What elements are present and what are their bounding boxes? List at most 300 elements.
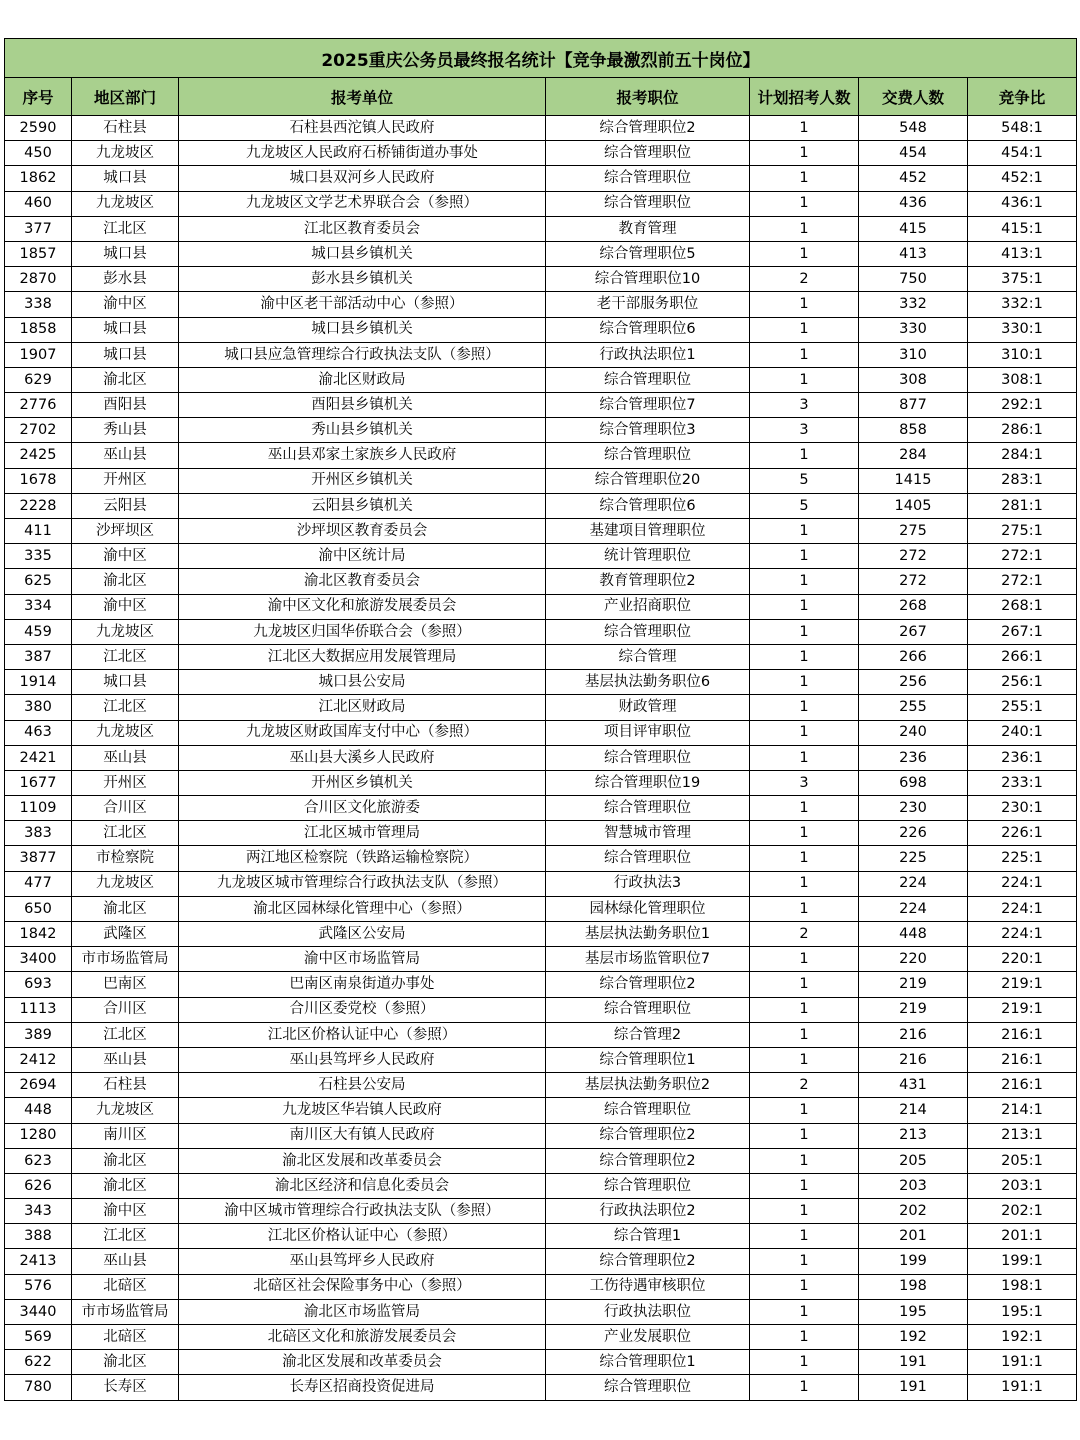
cell-seq: 388 <box>5 1224 72 1249</box>
cell-paid: 272 <box>859 569 968 594</box>
cell-position: 园林绿化管理职位 <box>546 896 750 921</box>
cell-paid: 226 <box>859 821 968 846</box>
cell-planned: 3 <box>750 393 859 418</box>
cell-paid: 214 <box>859 1098 968 1123</box>
cell-paid: 310 <box>859 342 968 367</box>
cell-seq: 1907 <box>5 342 72 367</box>
cell-seq: 576 <box>5 1274 72 1299</box>
cell-planned: 1 <box>750 947 859 972</box>
cell-ratio: 191:1 <box>968 1350 1077 1375</box>
column-header-row <box>5 78 1077 116</box>
cell-planned: 1 <box>750 569 859 594</box>
cell-seq: 1857 <box>5 241 72 266</box>
cell-seq: 2413 <box>5 1249 72 1274</box>
cell-seq: 2228 <box>5 493 72 518</box>
cell-region: 城口县 <box>72 317 179 342</box>
cell-paid: 308 <box>859 367 968 392</box>
cell-position: 综合管理职位 <box>546 1375 750 1400</box>
cell-unit: 渝北区教育委员会 <box>179 569 546 594</box>
cell-paid: 413 <box>859 241 968 266</box>
cell-seq: 2590 <box>5 116 72 141</box>
cell-position: 综合管理职位2 <box>546 1123 750 1148</box>
cell-planned: 1 <box>750 745 859 770</box>
cell-region: 石柱县 <box>72 1073 179 1098</box>
cell-unit: 石柱县公安局 <box>179 1073 546 1098</box>
table-row <box>5 871 1077 896</box>
cell-paid: 219 <box>859 972 968 997</box>
cell-region: 渝北区 <box>72 1350 179 1375</box>
cell-region: 酉阳县 <box>72 393 179 418</box>
cell-planned: 1 <box>750 1350 859 1375</box>
table-row <box>5 1173 1077 1198</box>
table-row <box>5 317 1077 342</box>
cell-unit: 南川区大有镇人民政府 <box>179 1123 546 1148</box>
table-row <box>5 1098 1077 1123</box>
cell-seq: 377 <box>5 216 72 241</box>
cell-position: 产业招商职位 <box>546 594 750 619</box>
cell-unit: 渝中区统计局 <box>179 544 546 569</box>
cell-ratio: 292:1 <box>968 393 1077 418</box>
cell-paid: 332 <box>859 292 968 317</box>
cell-ratio: 191:1 <box>968 1375 1077 1400</box>
table-row <box>5 519 1077 544</box>
cell-unit: 彭水县乡镇机关 <box>179 267 546 292</box>
cell-unit: 江北区财政局 <box>179 695 546 720</box>
cell-planned: 3 <box>750 418 859 443</box>
cell-planned: 1 <box>750 1123 859 1148</box>
cell-unit: 云阳县乡镇机关 <box>179 493 546 518</box>
cell-seq: 380 <box>5 695 72 720</box>
cell-planned: 1 <box>750 342 859 367</box>
cell-ratio: 236:1 <box>968 745 1077 770</box>
table-row <box>5 1299 1077 1324</box>
cell-region: 城口县 <box>72 342 179 367</box>
column-header-paid: 交费人数 <box>859 78 968 116</box>
cell-planned: 3 <box>750 770 859 795</box>
cell-unit: 巫山县邓家土家族乡人民政府 <box>179 443 546 468</box>
cell-seq: 334 <box>5 594 72 619</box>
cell-paid: 275 <box>859 519 968 544</box>
cell-unit: 渝中区老干部活动中心（参照） <box>179 292 546 317</box>
table-row <box>5 141 1077 166</box>
cell-seq: 383 <box>5 821 72 846</box>
cell-unit: 城口县乡镇机关 <box>179 241 546 266</box>
cell-position: 综合管理职位2 <box>546 1148 750 1173</box>
cell-ratio: 267:1 <box>968 619 1077 644</box>
cell-unit: 巫山县笃坪乡人民政府 <box>179 1047 546 1072</box>
cell-seq: 1113 <box>5 997 72 1022</box>
cell-position: 综合管理职位10 <box>546 267 750 292</box>
cell-unit: 两江地区检察院（铁路运输检察院） <box>179 846 546 871</box>
table-row <box>5 493 1077 518</box>
cell-region: 石柱县 <box>72 116 179 141</box>
cell-unit: 城口县应急管理综合行政执法支队（参照） <box>179 342 546 367</box>
cell-planned: 1 <box>750 594 859 619</box>
cell-position: 产业发展职位 <box>546 1325 750 1350</box>
table-row <box>5 1325 1077 1350</box>
cell-planned: 1 <box>750 1022 859 1047</box>
cell-unit: 开州区乡镇机关 <box>179 770 546 795</box>
cell-ratio: 255:1 <box>968 695 1077 720</box>
cell-seq: 2412 <box>5 1047 72 1072</box>
cell-unit: 江北区教育委员会 <box>179 216 546 241</box>
cell-seq: 2776 <box>5 393 72 418</box>
cell-region: 合川区 <box>72 796 179 821</box>
cell-seq: 338 <box>5 292 72 317</box>
cell-planned: 1 <box>750 166 859 191</box>
cell-planned: 1 <box>750 1098 859 1123</box>
cell-position: 综合管理职位 <box>546 191 750 216</box>
cell-seq: 2702 <box>5 418 72 443</box>
cell-region: 城口县 <box>72 241 179 266</box>
table-row <box>5 619 1077 644</box>
cell-region: 渝中区 <box>72 544 179 569</box>
cell-planned: 1 <box>750 1299 859 1324</box>
table-row <box>5 1022 1077 1047</box>
cell-position: 综合管理职位 <box>546 745 750 770</box>
cell-position: 综合管理1 <box>546 1224 750 1249</box>
cell-unit: 渝北区财政局 <box>179 367 546 392</box>
cell-seq: 3877 <box>5 846 72 871</box>
cell-position: 教育管理 <box>546 216 750 241</box>
cell-paid: 1415 <box>859 468 968 493</box>
cell-unit: 合川区文化旅游委 <box>179 796 546 821</box>
cell-ratio: 202:1 <box>968 1199 1077 1224</box>
cell-paid: 202 <box>859 1199 968 1224</box>
cell-region: 市检察院 <box>72 846 179 871</box>
cell-region: 渝北区 <box>72 1173 179 1198</box>
cell-region: 长寿区 <box>72 1375 179 1400</box>
cell-unit: 石柱县西沱镇人民政府 <box>179 116 546 141</box>
column-header-seq: 序号 <box>5 78 72 116</box>
cell-position: 基层执法勤务职位2 <box>546 1073 750 1098</box>
cell-position: 综合管理职位19 <box>546 770 750 795</box>
cell-unit: 长寿区招商投资促进局 <box>179 1375 546 1400</box>
cell-unit: 九龙坡区华岩镇人民政府 <box>179 1098 546 1123</box>
cell-planned: 1 <box>750 191 859 216</box>
cell-ratio: 201:1 <box>968 1224 1077 1249</box>
cell-ratio: 226:1 <box>968 821 1077 846</box>
cell-position: 教育管理职位2 <box>546 569 750 594</box>
table-row <box>5 166 1077 191</box>
cell-unit: 渝北区发展和改革委员会 <box>179 1148 546 1173</box>
cell-planned: 1 <box>750 670 859 695</box>
cell-seq: 335 <box>5 544 72 569</box>
cell-ratio: 436:1 <box>968 191 1077 216</box>
cell-unit: 北碚区社会保险事务中心（参照） <box>179 1274 546 1299</box>
cell-seq: 693 <box>5 972 72 997</box>
table-row <box>5 1350 1077 1375</box>
cell-ratio: 268:1 <box>968 594 1077 619</box>
cell-ratio: 219:1 <box>968 997 1077 1022</box>
cell-region: 江北区 <box>72 1224 179 1249</box>
cell-seq: 1677 <box>5 770 72 795</box>
cell-paid: 224 <box>859 896 968 921</box>
cell-planned: 1 <box>750 1375 859 1400</box>
cell-seq: 625 <box>5 569 72 594</box>
cell-seq: 1280 <box>5 1123 72 1148</box>
cell-ratio: 216:1 <box>968 1047 1077 1072</box>
cell-paid: 284 <box>859 443 968 468</box>
cell-seq: 1862 <box>5 166 72 191</box>
cell-ratio: 240:1 <box>968 720 1077 745</box>
cell-seq: 463 <box>5 720 72 745</box>
table-row <box>5 418 1077 443</box>
cell-planned: 1 <box>750 1224 859 1249</box>
cell-planned: 1 <box>750 367 859 392</box>
cell-planned: 1 <box>750 720 859 745</box>
cell-unit: 沙坪坝区教育委员会 <box>179 519 546 544</box>
cell-ratio: 375:1 <box>968 267 1077 292</box>
cell-seq: 477 <box>5 871 72 896</box>
cell-planned: 5 <box>750 493 859 518</box>
cell-position: 综合管理职位1 <box>546 1047 750 1072</box>
table-row <box>5 1199 1077 1224</box>
cell-paid: 216 <box>859 1047 968 1072</box>
cell-paid: 225 <box>859 846 968 871</box>
cell-seq: 629 <box>5 367 72 392</box>
cell-position: 行政执法职位1 <box>546 342 750 367</box>
cell-region: 九龙坡区 <box>72 619 179 644</box>
cell-seq: 1858 <box>5 317 72 342</box>
table-row <box>5 367 1077 392</box>
cell-region: 渝北区 <box>72 569 179 594</box>
cell-unit: 城口县双河乡人民政府 <box>179 166 546 191</box>
cell-position: 综合管理职位 <box>546 997 750 1022</box>
cell-ratio: 284:1 <box>968 443 1077 468</box>
cell-position: 综合管理职位 <box>546 367 750 392</box>
cell-unit: 城口县乡镇机关 <box>179 317 546 342</box>
cell-seq: 1109 <box>5 796 72 821</box>
cell-ratio: 214:1 <box>968 1098 1077 1123</box>
cell-ratio: 452:1 <box>968 166 1077 191</box>
cell-ratio: 203:1 <box>968 1173 1077 1198</box>
cell-seq: 411 <box>5 519 72 544</box>
cell-paid: 213 <box>859 1123 968 1148</box>
cell-paid: 272 <box>859 544 968 569</box>
cell-region: 渝中区 <box>72 292 179 317</box>
cell-position: 综合管理职位 <box>546 443 750 468</box>
cell-paid: 548 <box>859 116 968 141</box>
cell-position: 基层执法勤务职位1 <box>546 922 750 947</box>
cell-region: 江北区 <box>72 1022 179 1047</box>
cell-region: 渝北区 <box>72 1148 179 1173</box>
cell-planned: 1 <box>750 519 859 544</box>
cell-ratio: 256:1 <box>968 670 1077 695</box>
cell-planned: 1 <box>750 896 859 921</box>
column-header-region: 地区部门 <box>72 78 179 116</box>
cell-seq: 3440 <box>5 1299 72 1324</box>
cell-unit: 北碚区文化和旅游发展委员会 <box>179 1325 546 1350</box>
cell-planned: 1 <box>750 796 859 821</box>
cell-region: 江北区 <box>72 821 179 846</box>
cell-seq: 448 <box>5 1098 72 1123</box>
cell-unit: 九龙坡区财政国库支付中心（参照） <box>179 720 546 745</box>
table-row <box>5 846 1077 871</box>
table-row <box>5 1375 1077 1400</box>
table-row <box>5 670 1077 695</box>
cell-seq: 622 <box>5 1350 72 1375</box>
cell-seq: 2425 <box>5 443 72 468</box>
cell-position: 工伤待遇审核职位 <box>546 1274 750 1299</box>
cell-ratio: 205:1 <box>968 1148 1077 1173</box>
table-row <box>5 745 1077 770</box>
cell-position: 综合管理职位 <box>546 846 750 871</box>
cell-position: 行政执法职位 <box>546 1299 750 1324</box>
cell-ratio: 224:1 <box>968 922 1077 947</box>
cell-ratio: 413:1 <box>968 241 1077 266</box>
cell-region: 江北区 <box>72 644 179 669</box>
cell-region: 九龙坡区 <box>72 191 179 216</box>
column-header-position: 报考职位 <box>546 78 750 116</box>
cell-planned: 1 <box>750 116 859 141</box>
cell-unit: 渝中区文化和旅游发展委员会 <box>179 594 546 619</box>
cell-region: 九龙坡区 <box>72 141 179 166</box>
cell-paid: 1405 <box>859 493 968 518</box>
cell-seq: 343 <box>5 1199 72 1224</box>
cell-seq: 626 <box>5 1173 72 1198</box>
cell-region: 渝中区 <box>72 1199 179 1224</box>
cell-position: 综合管理职位 <box>546 1173 750 1198</box>
cell-paid: 203 <box>859 1173 968 1198</box>
cell-paid: 267 <box>859 619 968 644</box>
cell-position: 智慧城市管理 <box>546 821 750 846</box>
cell-planned: 1 <box>750 141 859 166</box>
cell-paid: 431 <box>859 1073 968 1098</box>
cell-region: 九龙坡区 <box>72 871 179 896</box>
cell-position: 综合管理职位7 <box>546 393 750 418</box>
cell-planned: 1 <box>750 871 859 896</box>
cell-paid: 192 <box>859 1325 968 1350</box>
table-row <box>5 241 1077 266</box>
column-header-planned: 计划招考人数 <box>750 78 859 116</box>
column-header-ratio: 竞争比 <box>968 78 1077 116</box>
cell-ratio: 275:1 <box>968 519 1077 544</box>
cell-planned: 1 <box>750 443 859 468</box>
cell-region: 九龙坡区 <box>72 1098 179 1123</box>
cell-region: 江北区 <box>72 695 179 720</box>
cell-unit: 城口县公安局 <box>179 670 546 695</box>
cell-paid: 266 <box>859 644 968 669</box>
cell-paid: 230 <box>859 796 968 821</box>
cell-region: 开州区 <box>72 468 179 493</box>
cell-seq: 389 <box>5 1022 72 1047</box>
cell-planned: 1 <box>750 1047 859 1072</box>
cell-position: 基层市场监管职位7 <box>546 947 750 972</box>
table-title: 2025重庆公务员最终报名统计【竞争最激烈前五十岗位】 <box>5 39 1077 78</box>
cell-ratio: 225:1 <box>968 846 1077 871</box>
cell-paid: 224 <box>859 871 968 896</box>
cell-unit: 巫山县笃坪乡人民政府 <box>179 1249 546 1274</box>
cell-unit: 渝中区城市管理综合行政执法支队（参照） <box>179 1199 546 1224</box>
cell-position: 综合管理职位 <box>546 796 750 821</box>
cell-region: 巫山县 <box>72 443 179 468</box>
cell-seq: 1842 <box>5 922 72 947</box>
cell-planned: 1 <box>750 317 859 342</box>
table-row <box>5 216 1077 241</box>
cell-region: 巫山县 <box>72 1047 179 1072</box>
cell-paid: 256 <box>859 670 968 695</box>
cell-planned: 1 <box>750 216 859 241</box>
cell-paid: 195 <box>859 1299 968 1324</box>
cell-planned: 1 <box>750 644 859 669</box>
cell-ratio: 216:1 <box>968 1022 1077 1047</box>
cell-ratio: 192:1 <box>968 1325 1077 1350</box>
cell-planned: 2 <box>750 267 859 292</box>
cell-position: 老干部服务职位 <box>546 292 750 317</box>
cell-planned: 1 <box>750 544 859 569</box>
column-header-unit: 报考单位 <box>179 78 546 116</box>
cell-region: 北碚区 <box>72 1274 179 1299</box>
cell-planned: 2 <box>750 1073 859 1098</box>
table-row <box>5 821 1077 846</box>
cell-position: 统计管理职位 <box>546 544 750 569</box>
cell-unit: 江北区价格认证中心（参照） <box>179 1022 546 1047</box>
table-row <box>5 1224 1077 1249</box>
table-row <box>5 594 1077 619</box>
cell-region: 云阳县 <box>72 493 179 518</box>
cell-position: 基建项目管理职位 <box>546 519 750 544</box>
cell-planned: 5 <box>750 468 859 493</box>
table-row <box>5 443 1077 468</box>
cell-ratio: 310:1 <box>968 342 1077 367</box>
cell-planned: 1 <box>750 695 859 720</box>
cell-unit: 巫山县大溪乡人民政府 <box>179 745 546 770</box>
cell-ratio: 272:1 <box>968 569 1077 594</box>
cell-position: 综合管理职位6 <box>546 317 750 342</box>
cell-paid: 454 <box>859 141 968 166</box>
cell-position: 基层执法勤务职位6 <box>546 670 750 695</box>
cell-seq: 2694 <box>5 1073 72 1098</box>
cell-ratio: 195:1 <box>968 1299 1077 1324</box>
table-row <box>5 796 1077 821</box>
cell-position: 综合管理职位20 <box>546 468 750 493</box>
cell-seq: 450 <box>5 141 72 166</box>
cell-position: 综合管理 <box>546 644 750 669</box>
table-row <box>5 644 1077 669</box>
cell-ratio: 233:1 <box>968 770 1077 795</box>
cell-ratio: 219:1 <box>968 972 1077 997</box>
cell-unit: 九龙坡区归国华侨联合会（参照） <box>179 619 546 644</box>
cell-seq: 1914 <box>5 670 72 695</box>
cell-planned: 1 <box>750 1249 859 1274</box>
cell-unit: 巴南区南泉街道办事处 <box>179 972 546 997</box>
cell-region: 北碚区 <box>72 1325 179 1350</box>
cell-region: 开州区 <box>72 770 179 795</box>
cell-paid: 858 <box>859 418 968 443</box>
cell-unit: 渝北区经济和信息化委员会 <box>179 1173 546 1198</box>
table-row <box>5 569 1077 594</box>
cell-ratio: 220:1 <box>968 947 1077 972</box>
cell-ratio: 272:1 <box>968 544 1077 569</box>
table-row <box>5 468 1077 493</box>
cell-ratio: 454:1 <box>968 141 1077 166</box>
cell-unit: 开州区乡镇机关 <box>179 468 546 493</box>
cell-seq: 2421 <box>5 745 72 770</box>
cell-region: 市市场监管局 <box>72 1299 179 1324</box>
cell-unit: 秀山县乡镇机关 <box>179 418 546 443</box>
table-row <box>5 292 1077 317</box>
cell-planned: 1 <box>750 821 859 846</box>
cell-ratio: 224:1 <box>968 896 1077 921</box>
cell-region: 南川区 <box>72 1123 179 1148</box>
cell-position: 综合管理职位5 <box>546 241 750 266</box>
cell-seq: 569 <box>5 1325 72 1350</box>
cell-ratio: 415:1 <box>968 216 1077 241</box>
table-row <box>5 116 1077 141</box>
table-row <box>5 720 1077 745</box>
cell-paid: 220 <box>859 947 968 972</box>
